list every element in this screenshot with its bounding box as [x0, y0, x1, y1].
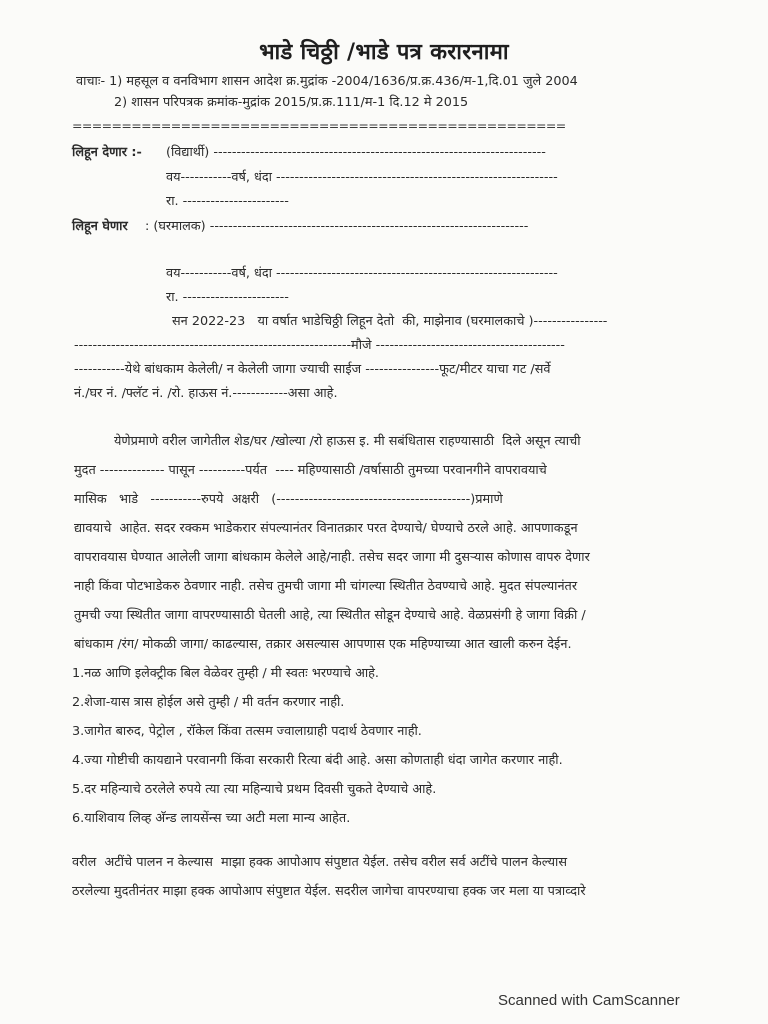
condition-item: 4.ज्या गोष्टीची कायद्याने परवानगी किंवा सरकारी रित्या बंदी आहे. असा कोणताही धंदा जागेत करणार नाही. [72, 753, 563, 768]
body-line: मासिक भाडे -----------रुपये अक्षरी (------------------------------------------)प्रमाणे [74, 492, 503, 507]
document-title: भाडे चिठ्ठी /भाडे पत्र करारनामा [259, 40, 509, 65]
taker-residence-line: रा. ----------------------- [166, 290, 289, 305]
body-line: येणेप्रमाणे वरील जागेतील शेड/घर /खोल्या /रो हाऊस इ. मी सबंधितास राहण्यासाठी दिले असून त्याची [114, 434, 581, 449]
taker-role-line: : (घरमालक) --------------------------------------------------------------------- [145, 219, 529, 234]
body-line: द्यावयाचे आहेत. सदर रक्कम भाडेकरार संपल्यानंतर विनातक्रार परत देण्याचे/ घेण्याचे ठरले आहे. आपणाकडून [74, 521, 578, 536]
body-line: बांधकाम /रंग/ मोकळी जागा/ काढल्यास, तक्रार असल्यास आपणास एक महिण्याच्या आत खाली करुन देईन. [74, 637, 572, 652]
closing-line: ठरलेल्या मुदतीनंतर माझा हक्क आपोआप संपुष्टात येईल. सदरील जागेचा वापरण्याचा हक्क जर मला या पत्राव्दारे [72, 884, 586, 899]
condition-item: 6.याशिवाय लिव्ह अ‍ॅन्ड लायसेंन्स च्या अटी मला मान्य आहेत. [72, 811, 351, 826]
reference-line-1: वाचाः- 1) महसूल व वनविभाग शासन आदेश क्र.मुद्रांक -2004/1636/प्र.क्र.436/म-1,दि.01 जुले 2004 [76, 74, 578, 89]
body-line: नाही किंवा पोटभाडेकरु ठेवणार नाही. तसेच तुमची जागा मी चांगल्या स्थितीत ठेवण्याचे आहे. मुदत संपल्यानंतर [74, 579, 578, 594]
intro-line: ------------------------------------------------------------मौजे ----------------------------------------- [74, 338, 565, 353]
body-line: तुमची ज्या स्थितीत जागा वापरण्यासाठी घेतली आहे, त्या स्थितीत सोडून देण्याचे आहे. वेळप्रसंगी हे जागा विक्री / [74, 608, 586, 623]
giver-residence-line: रा. ----------------------- [166, 194, 289, 209]
intro-line: सन 2022-23 या वर्षात भाडेचिठ्ठी लिहून देतो की, माझेनाव (घरमालकाचे )---------------- [172, 314, 608, 329]
taker-age-line: वय-----------वर्ष, धंदा ------------------------------------------------------------- [166, 266, 558, 281]
intro-line: नं./घर नं. /फ्लॅट नं. /रो. हाऊस नं.------------असा आहे. [74, 386, 338, 401]
intro-line: -----------येथे बांधकाम केलेली/ न केलेली जागा ज्याची साईज ----------------फूट/मीटर याचा गट /सर्वे [74, 362, 551, 377]
condition-item: 3.जागेत बारुद, पेट्रोल , रॉकेल किंवा तत्सम ज्वालाग्राही पदार्थ ठेवणार नाही. [72, 724, 422, 739]
giver-label: लिहून देणार :- [72, 145, 142, 160]
condition-item: 2.शेजा-यास त्रास होईल असे तुम्ही / मी वर्तन करणार नाही. [72, 695, 345, 710]
separator-line: ================================================== [72, 118, 566, 133]
condition-item: 1.नळ आणि इलेक्ट्रीक बिल वेळेवर तुम्ही / मी स्वतः भरण्याचे आहे. [72, 666, 380, 681]
condition-item: 5.दर महिन्याचे ठरलेले रुपये त्या त्या महिन्याचे प्रथम दिवसी चुकते देण्याचे आहे. [72, 782, 437, 797]
body-line: मुदत -------------- पासून ----------पर्यत ---- महिण्यासाठी /वर्षासाठी तुमच्या परवानगीने वापरावयाचे [74, 463, 547, 478]
body-line: वापरावयास घेण्यात आलेली जागा बांधकाम केलेले आहे/नाही. तसेच सदर जागा मी दुसऱ्यास कोणास वापरु देणार [74, 550, 590, 565]
reference-line-2: 2) शासन परिपत्रक क्रमांक-मुद्रांक 2015/प्र.क्र.111/म-1 दि.12 मे 2015 [114, 95, 469, 110]
taker-label: लिहून घेणार [72, 219, 128, 234]
scanner-watermark: Scanned with CamScanner [498, 992, 680, 1009]
giver-age-line: वय-----------वर्ष, धंदा ------------------------------------------------------------- [166, 170, 558, 185]
closing-line: वरील अटींचे पालन न केल्यास माझा हक्क आपोआप संपुष्टात येईल. तसेच वरील सर्व अटींचे पालन केल्यास [72, 855, 567, 870]
giver-role-line: (विद्यार्थी) ------------------------------------------------------------------------ [166, 145, 546, 160]
